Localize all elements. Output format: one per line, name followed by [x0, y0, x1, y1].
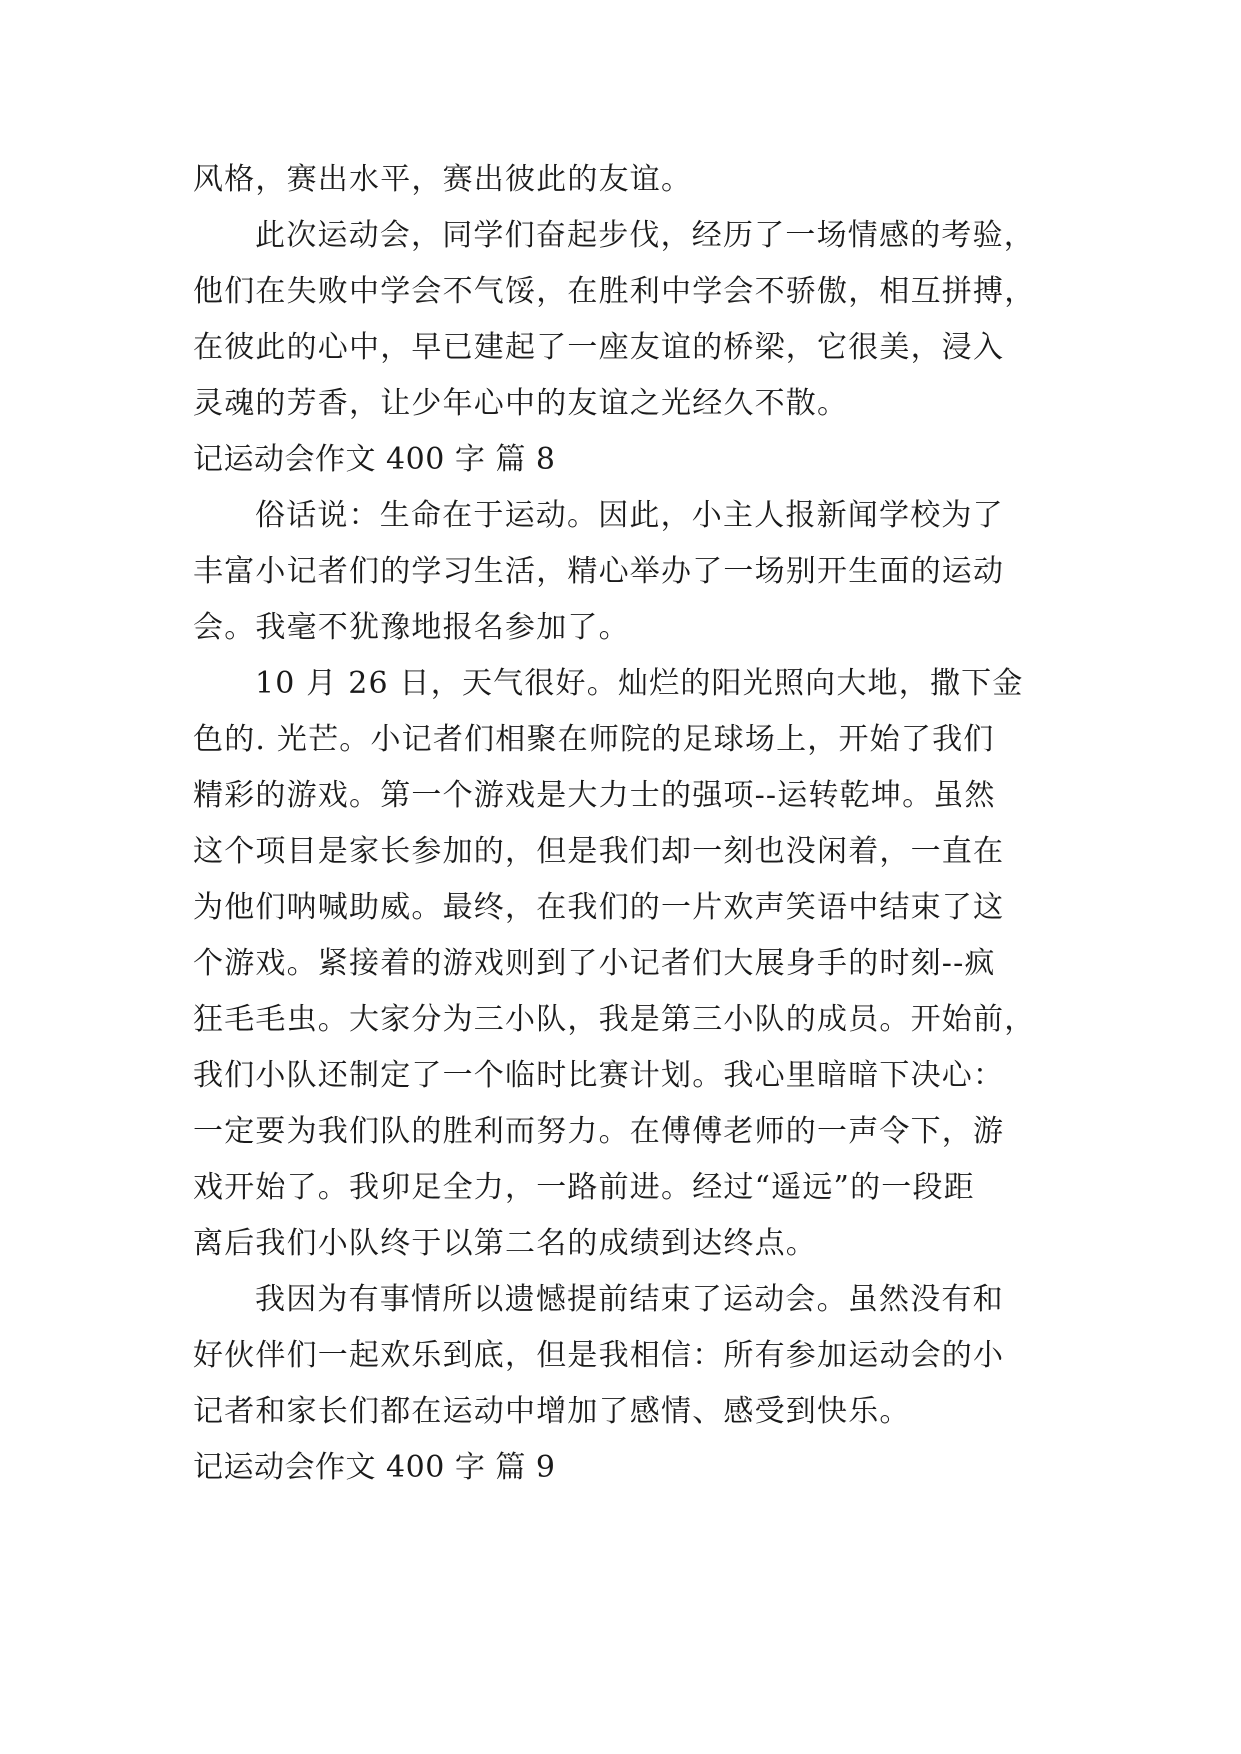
text-line: 风格，赛出水平，赛出彼此的友谊。	[193, 162, 693, 197]
text-line: 狂毛毛虫。大家分为三小队，我是第三小队的成员。开始前，	[193, 1002, 1036, 1037]
paragraph-start-line: 此次运动会，同学们奋起步伐，经历了一场情感的考验，	[255, 218, 1035, 253]
document-body	[193, 152, 1055, 1496]
text-line: 灵魂的芳香，让少年心中的友谊之光经久不散。	[193, 386, 849, 421]
text-line: 戏开始了。我卯足全力，一路前进。经过“遥远”的一段距	[193, 1170, 975, 1205]
text-line: 好伙伴们一起欢乐到底，但是我相信：所有参加运动会的小	[193, 1338, 1005, 1373]
section-heading-9: 记运动会作文 400 字 篇 9	[193, 1450, 556, 1485]
paragraph-start-line: 俗话说：生命在于运动。因此，小主人报新闻学校为了	[255, 498, 1004, 533]
text-line: 离后我们小队终于以第二名的成绩到达终点。	[193, 1226, 817, 1261]
text-line: 在彼此的心中，早已建起了一座友谊的桥梁，它很美，浸入	[193, 330, 1005, 365]
paragraph-start-line: 我因为有事情所以遗憾提前结束了运动会。虽然没有和	[255, 1282, 1004, 1317]
text-line: 记者和家长们都在运动中增加了感情、感受到快乐。	[193, 1394, 911, 1429]
text-line: 一定要为我们队的胜利而努力。在傅傅老师的一声令下，游	[193, 1114, 1005, 1149]
text-line: 我们小队还制定了一个临时比赛计划。我心里暗暗下决心：	[193, 1058, 1005, 1093]
text-line: 会。我毫不犹豫地报名参加了。	[193, 610, 630, 645]
text-line: 这个项目是家长参加的，但是我们却一刻也没闲着，一直在	[193, 834, 1005, 869]
text-line: 精彩的游戏。第一个游戏是大力士的强项--运转乾坤。虽然	[193, 778, 996, 813]
text-line: 丰富小记者们的学习生活，精心举办了一场别开生面的运动	[193, 554, 1005, 589]
text-line: 色的. 光芒。小记者们相聚在师院的足球场上，开始了我们	[193, 722, 995, 757]
text-line: 他们在失败中学会不气馁，在胜利中学会不骄傲，相互拼搏，	[193, 274, 1036, 309]
section-heading-8: 记运动会作文 400 字 篇 8	[193, 442, 556, 477]
text-line: 个游戏。紧接着的游戏则到了小记者们大展身手的时刻--疯	[193, 946, 996, 981]
text-line: 为他们呐喊助威。最终，在我们的一片欢声笑语中结束了这	[193, 890, 1005, 925]
paragraph-start-line: 10 月 26 日，天气很好。灿烂的阳光照向大地，撒下金	[255, 666, 1024, 701]
